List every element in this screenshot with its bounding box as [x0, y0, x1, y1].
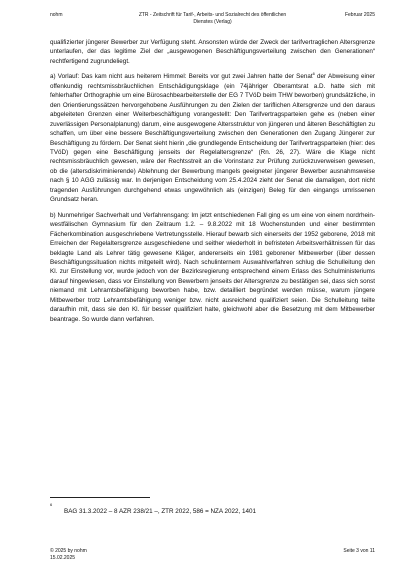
- paragraph-1: qualifizierter jüngerer Bewerber zur Verfügung steht. Ansonsten würde der Zweck der tarifvertraglichen Altersgrenze unterlaufen, der das legitime Ziel der „ausgewogenen Beschäftigungsverteilung zwischen den Generationen“ rechtfertigend zugrundeliegt.: [50, 39, 375, 65]
- paragraph-2-text-b: der Abweisung einer offenkundig rechtsmissbräuchlichen Entschädigungsklage (ein 74jähriger Oberamtsrat a.D. hatte sich mit fehlerhafter Orthographie um eine Bürosachbearbeiterstelle der EG 7 TVöD beim THW beworben) grundsätzliche, in den Orientierungssätzen hervorgehobene Ausführungen zu den Zielen der tariflichen Altersgrenze und den daraus abgeleiteten Grenzen einer Weiterbeschäftigung vorangestellt: Den Tarifvertragsparteien gehe es (neben einer zuverlässigen Personalplanung) darum, eine ausgewogene Altersstruktur von jüngeren und älteren Beschäftigten zu schaffen, um über eine bessere Beschäftigungsverteilung zwischen den Generationen den Zugang Jüngerer zur Beschäftigung zu fördern. Der Senat sieht hierin „die grundlegende Entscheidung der Tarifvertragsparteien (hier: des TVöD) gegen eine Beschäftigung jenseits der Regelaltersgrenze“ (Rn. 26, 27). Wäre die Klage nicht rechtsmissbräuchlich gewesen, wäre der Rechtsstreit an die Vorinstanz zur Prüfung zurückzuverweisen gewesen, ob die (altersdiskriminierende) Ablehnung der Bewerbung mangels geeigneter jüngerer Bewerber ausnahmsweise nach § 10 AGG zulässig war. In derjenigen Entscheidung vom 25.4.2024 zieht der Senat die damaligen, dort nicht tragenden Ausführungen durchgehend etwas ungewöhnlich als (einzigen) Beleg für den eingangs umrissenen Grundsatz heran.: [50, 73, 376, 204]
- header-author: nohm: [50, 12, 63, 18]
- footer-copyright: © 2025 by nohm: [50, 548, 87, 554]
- paragraph-2: [50, 72, 375, 204]
- footnote-reference[interactable]: 6: [312, 71, 315, 77]
- paragraph-3: b) Nunmehriger Sachverhalt und Verfahrensgang: Im jetzt entschiedenen Fall ging es um eine von einem nordrhein-westfälischen Gymnasium für den Zeitraum 1.2. – 9.8.2022 mit 18 Wochenstunden und einer bestimmten Fächerkombination ausgeschriebene Vertretungsstelle. Hierauf bewarb sich einerseits der 1952 geborene, 2018 mit Erreichen der Regelaltersgrenze ausgeschiedene und seither wiederholt in befristeten Arbeitsverhältnissen für das beklagte Land als Lehrer tätig gewesene Kläger, andererseits ein 1981 geborener Mitbewerber (über dessen Beschäftigungssituation nichts mitgeteilt wird). Nach schulinternem Auswahlverfahren schlug die Schulleitung den Kl. zur Einstellung vor, wurde jedoch von der Bezirksregierung entsprechend einem Erlass des Schulministeriums darauf hingewiesen, dass vor Einstellung von Bewerbern jenseits der Altersgrenze zu bestätigen sei, dass sich sonst niemand mit Lehramtsbefähigung beworben habe, bzw. detailliert begründet werden müsse, warum jüngere Mitbewerber trotz Lehramtsbefähigung weniger bzw. nicht ausreichend qualifiziert seien. Die Schulleitung teilte daraufhin mit, dass sie den Kl. für besser qualifiziert halte, gleichwohl aber die Besetzung mit dem Mitbewerber beantrage. So wurde dann verfahren.: [50, 211, 375, 323]
- page-number: Seite 3 von 11: [343, 548, 375, 554]
- document-body: [50, 38, 375, 330]
- paragraph-2-text-a: a) Vorlauf: Das kam nicht aus heiterem Himmel: Bereits vor gut zwei Jahren hatte der Senat: [50, 73, 313, 81]
- footnote-text: BAG 31.3.2022 – 8 AZR 238/21 –, ZTR 2022, 586 = NZA 2022, 1401: [64, 508, 257, 515]
- header-journal-title: [50, 12, 375, 25]
- footer-date: 15.02.2025: [50, 554, 76, 561]
- footnote-number: 6: [50, 502, 53, 507]
- footnote: [50, 502, 375, 516]
- footnote-divider: [50, 497, 150, 498]
- header-journal-line-2: Dienstes (Verlag): [193, 18, 232, 25]
- footer-left: [50, 548, 87, 561]
- header-journal-line-1: ZTR - Zeitschrift für Tarif-, Arbeits- und Sozialrecht des öffentlichen: [138, 12, 287, 18]
- header-date: Februar 2025: [344, 12, 375, 18]
